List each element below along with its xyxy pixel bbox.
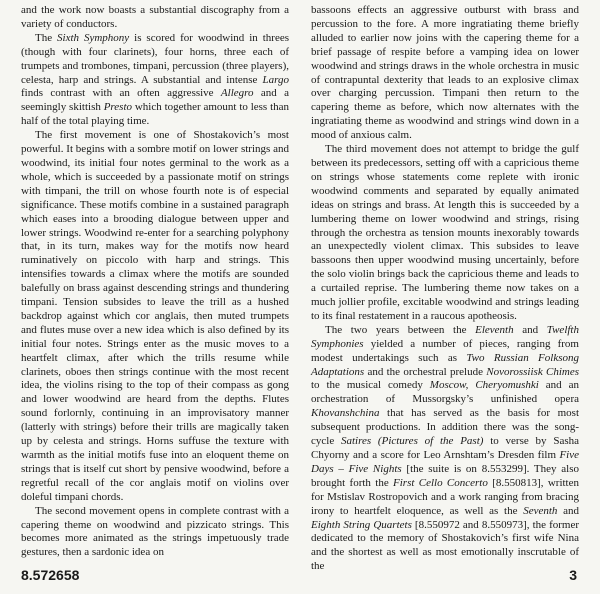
italic-title: Presto bbox=[103, 101, 133, 114]
italic-title: Khovanshchina bbox=[311, 407, 380, 420]
paragraph bbox=[311, 324, 579, 574]
text-run: The bbox=[35, 31, 58, 44]
left-text-column bbox=[21, 4, 289, 560]
paragraph: and the work now boasts a substantial discography from a variety of conductors. bbox=[21, 4, 289, 30]
text-run: to verse by Sasha Chyorny and a score for Leo Arnshtam’s Dresden film bbox=[311, 435, 579, 461]
text-run: which together amount to less than half of the total playing time. bbox=[21, 101, 290, 128]
italic-title: Eleventh bbox=[475, 323, 514, 336]
italic-title: Eighth String Quartets bbox=[311, 518, 412, 531]
text-run: yielded a number of pieces, ranging from modest undertakings such as bbox=[311, 337, 579, 364]
paragraph bbox=[21, 32, 289, 129]
page-number: 3 bbox=[569, 567, 577, 583]
italic-title: Allegro bbox=[220, 87, 254, 100]
text-run: that has served as the basis for most subsequent productions. In addition there was the song-cycle bbox=[311, 407, 579, 448]
italic-title: Novorossiisk Chimes bbox=[486, 365, 579, 378]
text-run: [8.550972 and 8.550973], the former dedicated to the memory of Shostakovich’s first wife Nina and the shortest as well as most emotionally inscrutable of the bbox=[311, 518, 579, 573]
text-run: finds contrast with an often aggressive bbox=[21, 87, 221, 100]
italic-title: First Cello Concerto bbox=[393, 476, 488, 489]
italic-title: Moscow, Cheryomushki bbox=[429, 379, 539, 392]
italic-title: Satires (Pictures of the Past) bbox=[341, 435, 484, 448]
paragraph: bassoons effects an aggressive outburst with brass and percussion to the fore. A more ingratiating theme briefly alluded to earlier now joins with the capering theme for a brief passage of respite before a vamping idea on lower woodwind and strings draws in the whole orchestra in music of contrapuntal dexterity that leads to an explosive climax over charging percussion. Timpani then return to the capering theme as before, which now alternates with the ingratiating theme as woodwind and strings wind down in a mood of anxious calm. bbox=[311, 4, 579, 142]
paragraph: The second movement opens in complete contrast with a capering theme on woodwind and pizzicato strings. This becomes more animated as the strings impetuously trade gestures, then a sardonic idea on bbox=[21, 504, 289, 559]
text-run: is scored for woodwind in threes (though with four clarinets), four horns, three each of trumpets and trombones, timpani, percussion (three players), celesta, harp and strings. A substantial and intense bbox=[21, 31, 289, 86]
italic-title: Twelfth Symphonies bbox=[311, 323, 579, 350]
italic-title: Sixth Symphony bbox=[57, 31, 130, 44]
right-text-column bbox=[311, 4, 579, 574]
text-run: to the musical comedy bbox=[311, 379, 430, 392]
italic-title: Two Russian Folksong Adaptations bbox=[311, 351, 579, 378]
text-run: [the suite is on 8.553299]. They also brought forth the bbox=[311, 462, 579, 489]
text-run: and the orchestral prelude bbox=[364, 365, 487, 378]
paragraph: The first movement is one of Shostakovich’s most powerful. It begins with a sombre motif on lower strings and woodwind, its initial four notes germinal to the work as a whole, which is succeeded by a passionate motif on strings with timpani, the trill on whose fourth note is of especial significance. These motifs combine in a sustained paragraph which eases into a brooding dialogue between upper and lower strings. Woodwind re-enter for a searching polyphony that, in its turn, makes way for the motifs now heard ruminatively on piccolo with harp and strings. This intensifies towards a climax where the motifs are sounded balefully on brass against descending strings and thundering timpani. Tension subsides to leave the trill as a hushed backdrop against which cor anglais, then muted trumpets and flutes muse over a new idea which is also defined by its initial four notes. Strings enter as the music moves to a heartfelt climax, after which the trills resume while clarinets, oboes then strings continue with the most recent idea, the violins rising to the top of their compass as gong and lower woodwind are heard from the depths. Flutes sound forlornly, continuing in an improvisatory manner (latterly with strings) before their trills are magically taken up by celesta and strings. Horns suffuse the texture with warmth as the initial motifs fuse into an eloquent theme on strings that is itself cut short by pensive woodwind, before a regretful recall of the cor anglais motif on violins over doleful timpani chords. bbox=[21, 129, 289, 503]
text-run: and an orchestration of Mussorgsky’s unfinished opera bbox=[311, 379, 579, 406]
italic-title: Largo bbox=[262, 73, 289, 86]
text-run: and bbox=[513, 323, 547, 336]
catalogue-number: 8.572658 bbox=[21, 567, 80, 583]
paragraph: The third movement does not attempt to bridge the gulf between its predecessors, setting off with a capricious theme on strings whose statements come replete with ironic woodwind comments and separated by equally animated ideas on strings and brass. At length this is succeeded by a lumbering theme on lower woodwind and strings, rising through the orchestra as tension mounts inexorably towards an unexpectedly violent climax. This subsides to leave bassoons then upper woodwind musing uncertainly, before the solo violin brings back the capricious theme and leads to a curtailed reprise. The lumbering theme now takes on a much jollier profile, excitable woodwind and strings leading to its final restatement in a raucous apotheosis. bbox=[311, 143, 579, 322]
text-run: The two years between the bbox=[325, 323, 476, 336]
italic-title: Seventh bbox=[523, 504, 558, 517]
italic-title: Five Days – Five Nights bbox=[311, 449, 579, 475]
text-run: and bbox=[557, 504, 579, 517]
text-run: [8.550813], written for Mstislav Rostropovich and a work ranging from bracing irony to heartfelt eloquence, as well as the bbox=[311, 476, 579, 517]
text-run: and a seemingly skittish bbox=[21, 87, 289, 114]
